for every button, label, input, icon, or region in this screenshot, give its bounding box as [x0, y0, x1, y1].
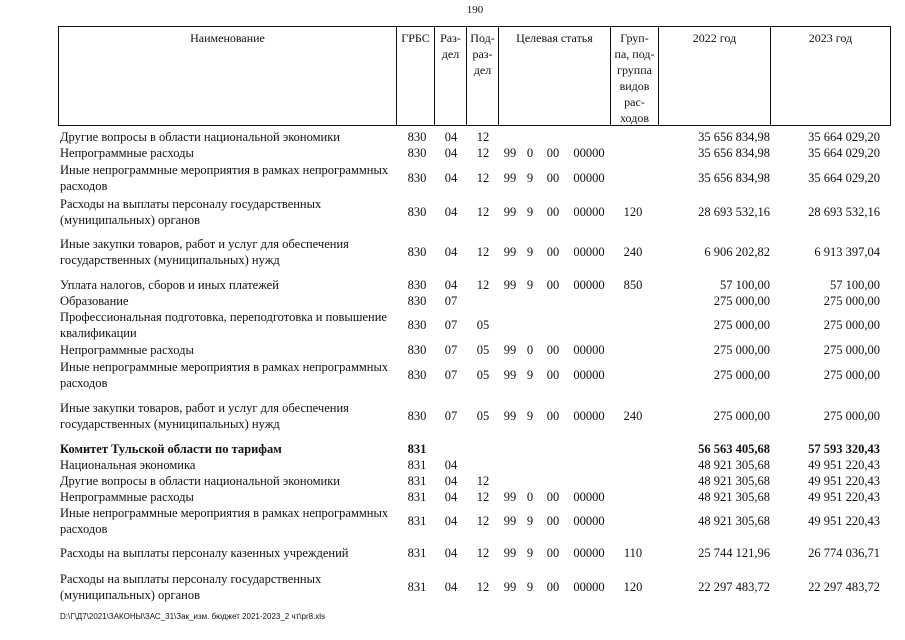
row-c3: 00 [546, 546, 560, 560]
row-name: Национальная экономика [60, 458, 196, 472]
row-podr: 12 [476, 474, 490, 488]
row-grbs: 831 [407, 458, 427, 472]
row-razdel: 04 [444, 245, 458, 259]
row-c2: 0 [526, 490, 534, 504]
table-row [0, 457, 905, 473]
table-row [0, 162, 905, 194]
row-c2: 9 [526, 278, 534, 292]
row-c4: 00000 [573, 278, 605, 292]
row-name: Иные закупки товаров, работ и услуг для обеспечения государственных (муниципальных) нужд [60, 237, 349, 267]
row-c2: 9 [526, 205, 534, 219]
row-grbs: 830 [407, 409, 427, 423]
row-c3: 00 [546, 343, 560, 357]
row-name: Уплата налогов, сборов и иных платежей [60, 278, 279, 292]
row-y2023: 28 693 532,16 [808, 205, 880, 219]
row-razdel: 07 [444, 409, 458, 423]
row-y2023: 6 913 397,04 [814, 245, 880, 259]
row-razdel: 07 [444, 318, 458, 332]
row-name: Иные непрограммные мероприятия в рамках непрограммных расходов [60, 506, 389, 536]
row-grbs: 830 [407, 171, 427, 185]
row-name: Расходы на выплаты персоналу казенных учреждений [60, 546, 349, 560]
row-grp: 240 [623, 409, 643, 423]
table-row [0, 505, 905, 537]
row-c2: 0 [526, 146, 534, 160]
row-y2022: 6 906 202,82 [704, 245, 770, 259]
row-c4: 00000 [573, 514, 605, 528]
table-row [0, 342, 905, 358]
table-row [0, 359, 905, 391]
row-y2022: 48 921 305,68 [698, 490, 770, 504]
row-y2022: 25 744 121,96 [698, 546, 770, 560]
row-y2023: 275 000,00 [823, 368, 880, 382]
row-razdel: 04 [444, 171, 458, 185]
row-y2023: 35 664 029,20 [808, 130, 880, 144]
row-y2023: 275 000,00 [823, 343, 880, 357]
row-grbs: 830 [407, 343, 427, 357]
row-y2022: 275 000,00 [713, 343, 770, 357]
row-podr: 12 [476, 514, 490, 528]
row-c3: 00 [546, 146, 560, 160]
file-path: D:\Г\Д7\2021\ЗАКОНЫ\ЗАС_31\Зак_изм. бюджет 2021-2023_2 чт\pr8.xls [60, 612, 326, 621]
row-name: Комитет Тульской области по тарифам [60, 442, 282, 456]
row-grbs: 831 [407, 546, 427, 560]
row-podr: 12 [476, 146, 490, 160]
row-podr: 12 [476, 490, 490, 504]
row-razdel: 07 [444, 368, 458, 382]
row-c1: 99 [503, 146, 517, 160]
row-podr: 05 [476, 343, 490, 357]
row-grp: 850 [623, 278, 643, 292]
header-2022: 2022 год [658, 26, 770, 126]
row-grbs: 830 [407, 146, 427, 160]
row-y2023: 49 951 220,43 [808, 474, 880, 488]
row-razdel: 04 [444, 130, 458, 144]
row-y2022: 35 656 834,98 [698, 130, 770, 144]
row-c3: 00 [546, 278, 560, 292]
row-grp: 240 [623, 245, 643, 259]
row-c3: 00 [546, 171, 560, 185]
row-podr: 12 [476, 580, 490, 594]
row-c4: 00000 [573, 409, 605, 423]
row-grbs: 831 [407, 580, 427, 594]
header-grbs: ГРБС [396, 26, 434, 126]
row-y2023: 57 593 320,43 [808, 442, 880, 456]
row-name: Расходы на выплаты персоналу государственных (муниципальных) органов [60, 572, 322, 602]
table-row [0, 545, 905, 561]
row-grbs: 831 [407, 474, 427, 488]
row-c2: 9 [526, 171, 534, 185]
row-grbs: 830 [407, 245, 427, 259]
row-grbs: 831 [407, 442, 427, 456]
row-podr: 05 [476, 409, 490, 423]
header-podrazdel: Под- раз- дел [466, 26, 498, 126]
page-number: 190 [466, 4, 484, 16]
row-y2022: 275 000,00 [713, 368, 770, 382]
row-grp: 110 [623, 546, 643, 560]
row-podr: 05 [476, 368, 490, 382]
row-name: Расходы на выплаты персоналу государственных (муниципальных) органов [60, 197, 322, 227]
row-grbs: 830 [407, 205, 427, 219]
row-podr: 12 [476, 205, 490, 219]
row-razdel: 04 [444, 490, 458, 504]
row-c3: 00 [546, 205, 560, 219]
row-podr: 12 [476, 546, 490, 560]
row-y2022: 35 656 834,98 [698, 146, 770, 160]
row-name: Непрограммные расходы [60, 343, 194, 357]
table-row [0, 236, 905, 268]
header-razdel: Раз- дел [434, 26, 466, 126]
row-y2023: 49 951 220,43 [808, 458, 880, 472]
row-razdel: 04 [444, 205, 458, 219]
row-y2022: 275 000,00 [713, 318, 770, 332]
row-c1: 99 [503, 368, 517, 382]
row-y2023: 26 774 036,71 [808, 546, 880, 560]
row-c1: 99 [503, 205, 517, 219]
row-y2023: 57 100,00 [830, 278, 880, 292]
row-grbs: 830 [407, 278, 427, 292]
row-c3: 00 [546, 368, 560, 382]
row-y2022: 57 100,00 [720, 278, 770, 292]
table-row [0, 277, 905, 293]
row-name: Непрограммные расходы [60, 146, 194, 160]
row-y2023: 275 000,00 [823, 409, 880, 423]
row-y2022: 48 921 305,68 [698, 474, 770, 488]
row-podr: 12 [476, 130, 490, 144]
row-y2022: 275 000,00 [713, 294, 770, 308]
row-c2: 9 [526, 514, 534, 528]
row-grp: 120 [623, 580, 643, 594]
row-name: Непрограммные расходы [60, 490, 194, 504]
row-name: Другие вопросы в области национальной экономики [60, 130, 340, 144]
row-razdel: 07 [444, 294, 458, 308]
row-y2022: 275 000,00 [713, 409, 770, 423]
row-c2: 9 [526, 245, 534, 259]
row-podr: 05 [476, 318, 490, 332]
row-y2022: 28 693 532,16 [698, 205, 770, 219]
row-c2: 9 [526, 580, 534, 594]
row-c4: 00000 [573, 146, 605, 160]
row-c2: 9 [526, 368, 534, 382]
row-name: Иные непрограммные мероприятия в рамках непрограммных расходов [60, 360, 389, 390]
row-c1: 99 [503, 409, 517, 423]
row-c3: 00 [546, 580, 560, 594]
row-y2022: 35 656 834,98 [698, 171, 770, 185]
row-razdel: 04 [444, 278, 458, 292]
table-row [0, 196, 905, 228]
row-grp: 120 [623, 205, 643, 219]
table-row [0, 400, 905, 432]
row-y2023: 275 000,00 [823, 318, 880, 332]
row-c1: 99 [503, 343, 517, 357]
row-c2: 9 [526, 546, 534, 560]
table-row [0, 489, 905, 505]
row-c4: 00000 [573, 546, 605, 560]
row-grbs: 831 [407, 490, 427, 504]
row-y2023: 22 297 483,72 [808, 580, 880, 594]
row-c4: 00000 [573, 490, 605, 504]
row-c2: 9 [526, 409, 534, 423]
row-grbs: 830 [407, 294, 427, 308]
row-razdel: 04 [444, 546, 458, 560]
row-y2023: 35 664 029,20 [808, 171, 880, 185]
row-c1: 99 [503, 514, 517, 528]
row-c3: 00 [546, 514, 560, 528]
row-y2022: 48 921 305,68 [698, 458, 770, 472]
row-podr: 12 [476, 278, 490, 292]
row-c4: 00000 [573, 580, 605, 594]
table-row [0, 293, 905, 309]
header-target: Целевая статья [498, 26, 610, 126]
row-c3: 00 [546, 409, 560, 423]
row-y2022: 56 563 405,68 [698, 442, 770, 456]
table-row [0, 571, 905, 603]
table-row [0, 473, 905, 489]
row-c4: 00000 [573, 205, 605, 219]
row-c4: 00000 [573, 343, 605, 357]
row-c1: 99 [503, 490, 517, 504]
row-y2022: 22 297 483,72 [698, 580, 770, 594]
table-row [0, 309, 905, 341]
row-razdel: 07 [444, 343, 458, 357]
row-grbs: 830 [407, 318, 427, 332]
row-razdel: 04 [444, 580, 458, 594]
row-c1: 99 [503, 171, 517, 185]
row-c3: 00 [546, 490, 560, 504]
table-row [0, 441, 905, 457]
row-razdel: 04 [444, 146, 458, 160]
row-y2023: 35 664 029,20 [808, 146, 880, 160]
row-y2023: 49 951 220,43 [808, 490, 880, 504]
row-y2023: 49 951 220,43 [808, 514, 880, 528]
row-name: Другие вопросы в области национальной экономики [60, 474, 340, 488]
header-name: Наименование [58, 26, 396, 126]
row-razdel: 04 [444, 458, 458, 472]
row-name: Иные закупки товаров, работ и услуг для обеспечения государственных (муниципальных) нужд [60, 401, 349, 431]
table-row [0, 129, 905, 145]
row-name: Образование [60, 294, 129, 308]
row-c4: 00000 [573, 368, 605, 382]
header-group: Груп- па, под- группа видов рас- ходов [610, 26, 658, 126]
row-c1: 99 [503, 580, 517, 594]
row-c2: 0 [526, 343, 534, 357]
row-y2022: 48 921 305,68 [698, 514, 770, 528]
row-razdel: 04 [444, 474, 458, 488]
row-podr: 12 [476, 171, 490, 185]
row-c4: 00000 [573, 245, 605, 259]
row-c1: 99 [503, 245, 517, 259]
row-c3: 00 [546, 245, 560, 259]
row-name: Иные непрограммные мероприятия в рамках непрограммных расходов [60, 163, 389, 193]
header-2023: 2023 год [770, 26, 891, 126]
row-c1: 99 [503, 278, 517, 292]
row-c4: 00000 [573, 171, 605, 185]
row-grbs: 830 [407, 368, 427, 382]
row-razdel: 04 [444, 514, 458, 528]
row-grbs: 830 [407, 130, 427, 144]
row-name: Профессиональная подготовка, переподготовка и повышение квалификации [60, 310, 387, 340]
table-row [0, 145, 905, 161]
row-grbs: 831 [407, 514, 427, 528]
row-podr: 12 [476, 245, 490, 259]
row-c1: 99 [503, 546, 517, 560]
row-y2023: 275 000,00 [823, 294, 880, 308]
